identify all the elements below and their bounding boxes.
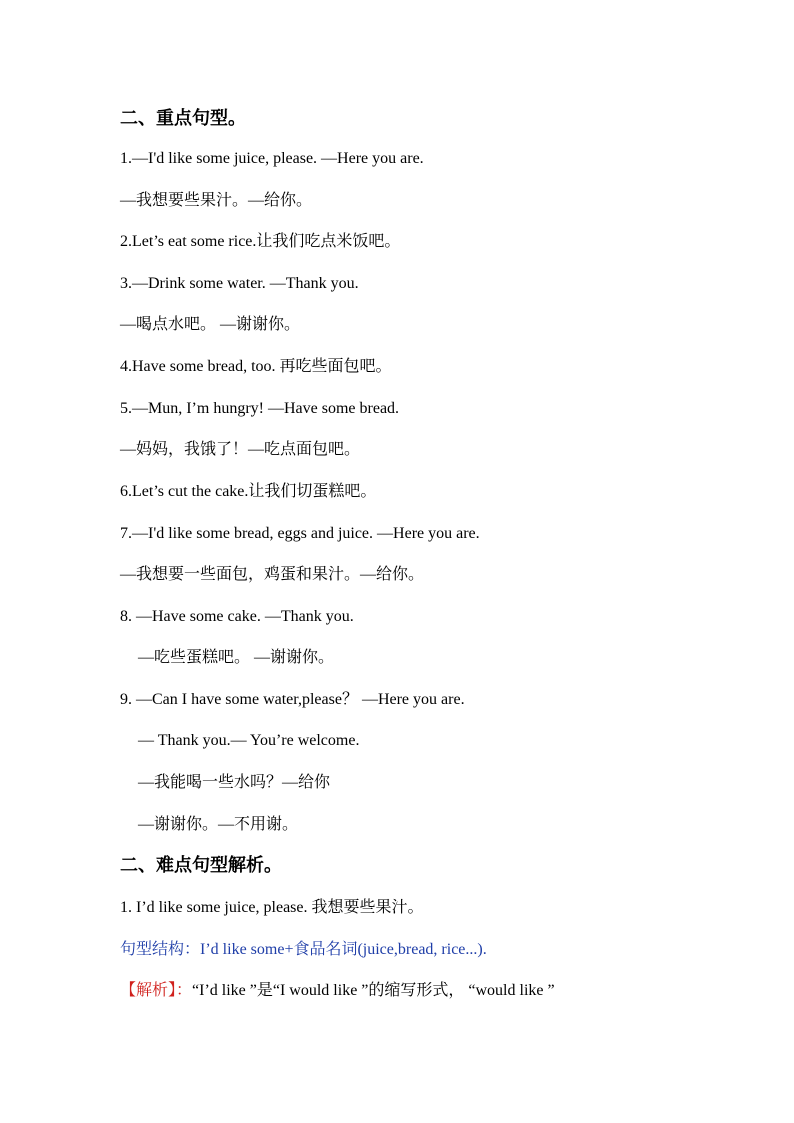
translation-line: —谢谢你。—不用谢。 [138,816,299,833]
sentence-line: 6.Let’s cut the cake.让我们切蛋糕吧。 [120,483,377,500]
sentence-line: — Thank you.— You’re welcome. [138,732,360,749]
translation-line: —吃些蛋糕吧。 —谢谢你。 [138,649,335,666]
sentence-line: 4.Have some bread, too. 再吃些面包吧。 [120,358,392,375]
translation-line: —喝点水吧。 —谢谢你。 [120,316,301,333]
translation-line: —我想要些果汁。—给你。 [120,192,313,209]
structure-value: I’d like some+食品名词(juice,bread, rice...). [200,941,487,958]
translation-line: —妈妈，我饿了！—吃点面包吧。 [120,441,361,458]
analysis-text: “I’d like ”是“I would like ”的缩写形式， “would like ” [192,982,555,999]
sentence-line: 2.Let’s eat some rice.让我们吃点米饭吧。 [120,233,401,250]
sentence-line: 9. —Can I have some water,please？ —Here you are. [120,691,465,708]
section-heading-difficult-sentences: 二、难点句型解析。 [120,855,282,875]
structure-label: 句型结构： [120,941,201,958]
sentence-line: 7.—I'd like some bread, eggs and juice. —Here you are. [120,525,480,542]
translation-line: —我能喝一些水吗？—给你 [138,774,331,791]
translation-line: —我想要一些面包，鸡蛋和果汁。—给你。 [120,566,425,583]
analysis-line [120,981,555,1001]
sentence-structure-line [120,940,487,960]
analysis-tag: 【解析】： [120,982,193,999]
sentence-line: 5.—Mun, I’m hungry! —Have some bread. [120,400,400,417]
section-heading-key-sentences: 二、重点句型。 [120,108,246,128]
sentence-line: 8. —Have some cake. —Thank you. [120,608,354,625]
sentence-line: 1.—I'd like some juice, please. —Here you are. [120,150,424,167]
sentence-line: 1. I’d like some juice, please. 我想要些果汁。 [120,899,424,916]
sentence-line: 3.—Drink some water. —Thank you. [120,275,359,292]
